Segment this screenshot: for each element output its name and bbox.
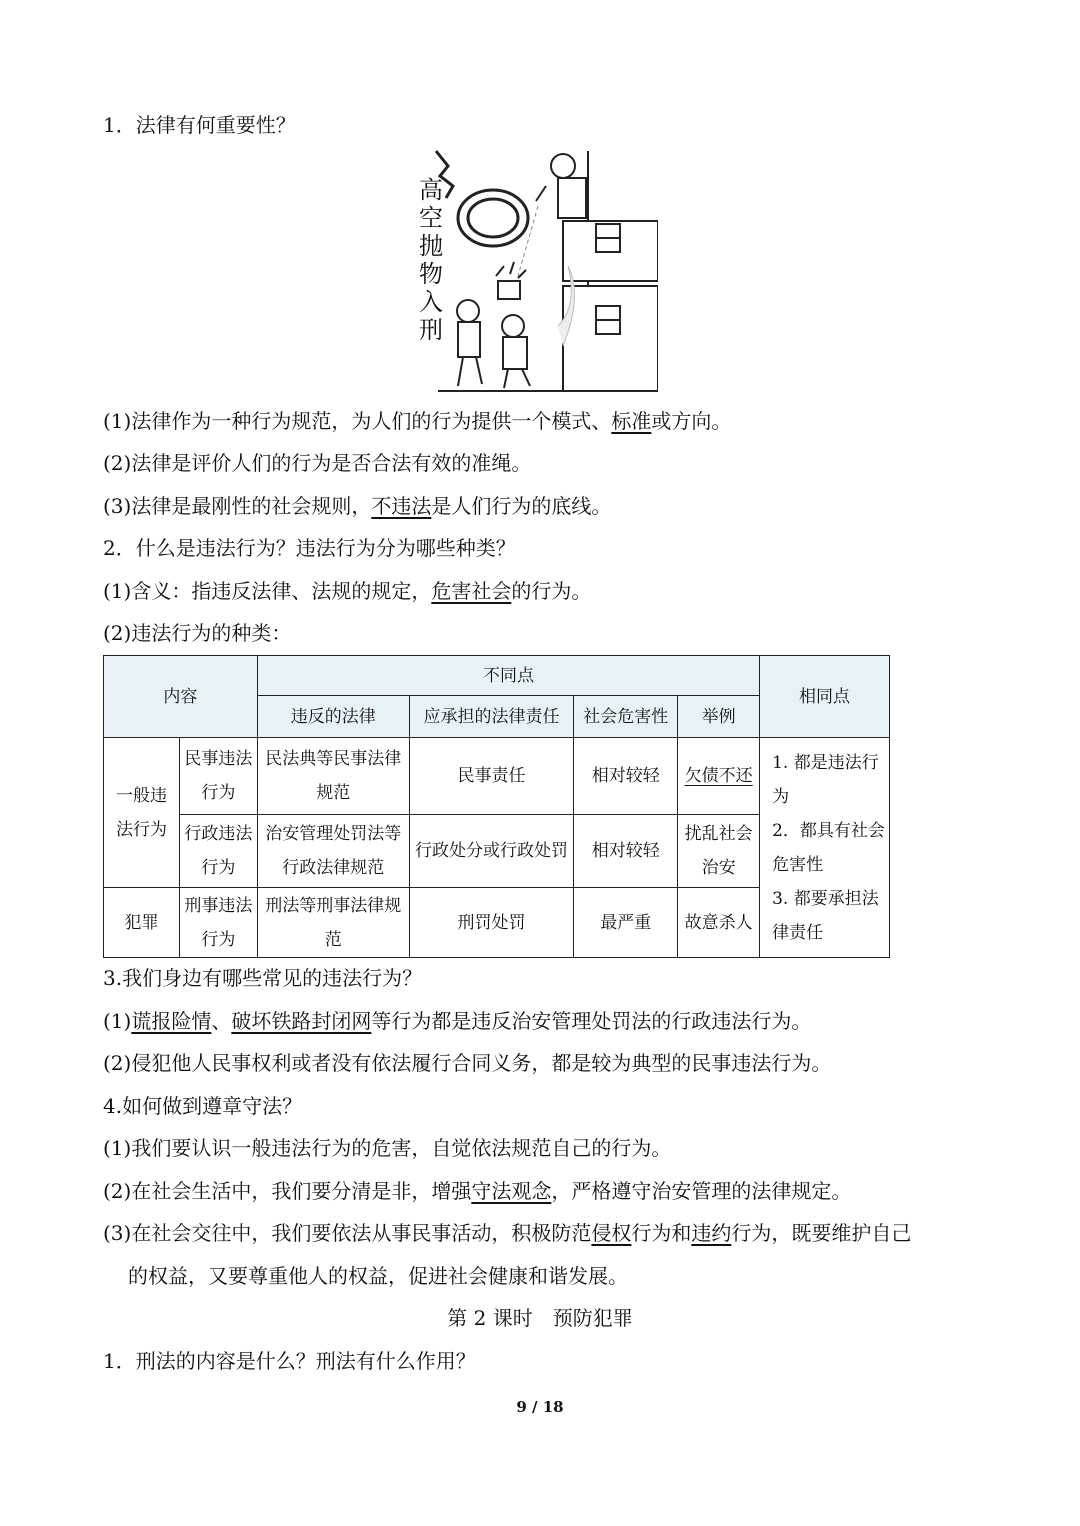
q1-point-1: (1)法律作为一种行为规范，为人们的行为提供一个模式、标准或方向。 bbox=[103, 409, 732, 433]
group-general-violation: 一般违法行为 bbox=[104, 738, 180, 888]
header-responsibility: 应承担的法律责任 bbox=[409, 696, 574, 738]
responsibility-cell: 刑罚处罚 bbox=[409, 888, 574, 958]
q2-point-1: (1)含义：指违反法律、法规的规定，危害社会的行为。 bbox=[103, 579, 592, 603]
q3-point-2: (2)侵犯他人民事权利或者没有依法履行合同义务，都是较为典型的民事违法行为。 bbox=[103, 1051, 832, 1075]
question-4-title: 4.如何做到遵章守法？ bbox=[103, 1094, 303, 1118]
page-number: 9 / 18 bbox=[516, 1398, 564, 1416]
flower-pot bbox=[496, 262, 526, 299]
q1-point-3: (3)法律是最刚性的社会规则，不违法是人们行为的底线。 bbox=[103, 494, 612, 518]
lesson-title: 第 2 课时 预防犯罪 bbox=[447, 1306, 633, 1330]
header-similarities: 相同点 bbox=[760, 656, 890, 738]
q2-point-2: (2)违法行为的种类： bbox=[103, 621, 292, 645]
law-cell: 民法典等民事法律规范 bbox=[257, 738, 409, 815]
q4-point-1: (1)我们要认识一般违法行为的危害，自觉依法规范自己的行为。 bbox=[103, 1136, 672, 1160]
header-differences: 不同点 bbox=[257, 656, 759, 696]
group-crime: 犯罪 bbox=[104, 888, 180, 958]
question-1-title: 1．法律有何重要性？ bbox=[103, 113, 296, 137]
illustration bbox=[418, 146, 658, 396]
responsibility-cell: 行政处分或行政处罚 bbox=[409, 815, 574, 888]
q4-point-2: (2)在社会生活中，我们要分清是非，增强守法观念，严格遵守治安管理的法律规定。 bbox=[103, 1179, 852, 1203]
similarity-item: 2．都具有社会危害性 bbox=[772, 820, 885, 875]
similarities-cell bbox=[760, 738, 890, 958]
responsibility-cell: 民事责任 bbox=[409, 738, 574, 815]
q1-point-2: (2)法律是评价人们的行为是否合法有效的准绳。 bbox=[103, 451, 532, 475]
header-example: 举例 bbox=[678, 696, 760, 738]
thrower bbox=[536, 154, 586, 218]
header-harm: 社会危害性 bbox=[574, 696, 678, 738]
violation-types-table bbox=[103, 655, 890, 958]
law-cell: 刑法等刑事法律规范 bbox=[257, 888, 409, 958]
q4-point-3-continued: 的权益，又要尊重他人的权益，促进社会健康和谐发展。 bbox=[128, 1264, 628, 1288]
harm-cell: 相对较轻 bbox=[574, 815, 678, 888]
example-cell: 故意杀人 bbox=[678, 888, 760, 958]
harm-cell: 最严重 bbox=[574, 888, 678, 958]
type-cell: 刑事违法行为 bbox=[179, 888, 257, 958]
shackle bbox=[436, 151, 528, 246]
example-cell: 扰乱社会治安 bbox=[678, 815, 760, 888]
children bbox=[457, 300, 530, 388]
type-cell: 民事违法行为 bbox=[179, 738, 257, 815]
table-row bbox=[104, 738, 890, 815]
law-cell: 治安管理处罚法等行政法律规范 bbox=[257, 815, 409, 888]
question-3-title: 3.我们身边有哪些常见的违法行为？ bbox=[103, 966, 423, 990]
header-content: 内容 bbox=[104, 656, 258, 738]
header-law: 违反的法律 bbox=[257, 696, 409, 738]
q3-point-1: (1)谎报险情、破坏铁路封闭网等行为都是违反治安管理处罚法的行政违法行为。 bbox=[103, 1009, 812, 1033]
q4-point-3: (3)在社会交往中，我们要依法从事民事活动，积极防范侵权行为和违约行为，既要维护自己 bbox=[103, 1221, 912, 1245]
harm-cell: 相对较轻 bbox=[574, 738, 678, 815]
illustration-caption: 高空抛物入刑 bbox=[419, 176, 443, 344]
example-cell: 欠债不还 bbox=[678, 738, 760, 815]
similarity-item: 1. 都是违法行为 bbox=[772, 752, 879, 807]
question-5-title: 1．刑法的内容是什么？刑法有什么作用？ bbox=[103, 1349, 476, 1373]
question-2-title: 2．什么是违法行为？违法行为分为哪些种类？ bbox=[103, 536, 516, 560]
type-cell: 行政违法行为 bbox=[179, 815, 257, 888]
similarity-item: 3. 都要承担法律责任 bbox=[772, 888, 879, 943]
